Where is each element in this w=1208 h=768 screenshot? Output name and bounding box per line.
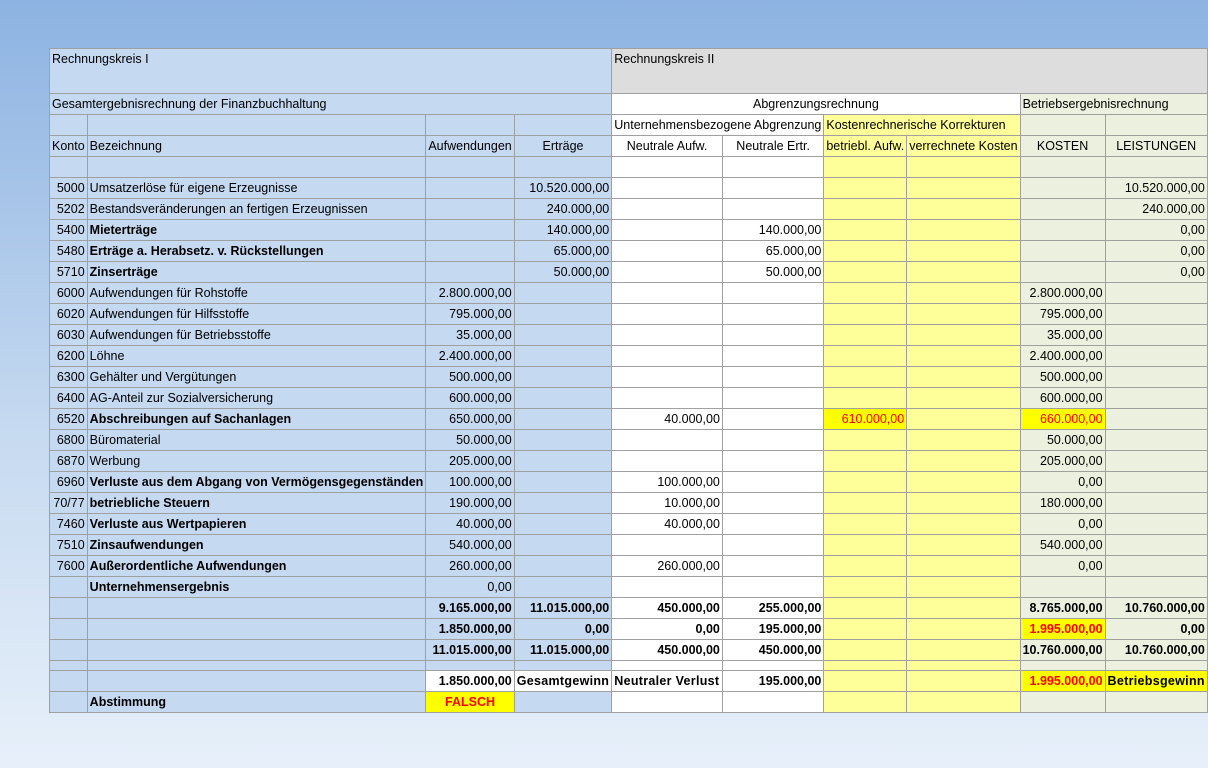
table-row xyxy=(50,367,1208,388)
neutrale-ertr-cell[interactable] xyxy=(722,472,823,493)
header-row-kreis xyxy=(50,49,1208,94)
konto-cell[interactable]: 6800 xyxy=(50,430,88,451)
kosten-cell[interactable]: 180.000,00 xyxy=(1020,493,1105,514)
neutrale-aufw-cell[interactable] xyxy=(612,346,723,367)
neutrale-aufw-cell[interactable] xyxy=(612,262,723,283)
verrechnete-kosten-cell[interactable] xyxy=(907,409,1020,430)
verrechnete-kosten-cell[interactable] xyxy=(907,199,1020,220)
kosten-cell[interactable]: 205.000,00 xyxy=(1020,451,1105,472)
col-header-neutrale-aufw[interactable]: Neutrale Aufw. xyxy=(612,136,723,157)
col-header-ertraege[interactable]: Erträge xyxy=(514,136,612,157)
betriebl-aufw-cell[interactable] xyxy=(824,346,907,367)
spacer-row xyxy=(50,157,1208,178)
total-aufwendungen-cell[interactable]: 9.165.000,00 xyxy=(426,598,514,619)
total-neutrale-ertr-cell[interactable]: 450.000,00 xyxy=(722,640,823,661)
col-header-betriebl-aufw[interactable]: betriebl. Aufw. xyxy=(824,136,907,157)
total-leistungen-cell[interactable]: 0,00 xyxy=(1105,619,1207,640)
bezeichnung-cell[interactable]: Aufwendungen für Hilfsstoffe xyxy=(87,304,426,325)
table-row xyxy=(50,178,1208,199)
verrechnete-kosten-cell[interactable] xyxy=(907,178,1020,199)
leistungen-cell[interactable] xyxy=(1105,367,1207,388)
bezeichnung-cell[interactable]: Aufwendungen für Betriebsstoffe xyxy=(87,325,426,346)
aufwendungen-cell[interactable]: 500.000,00 xyxy=(426,367,514,388)
leistungen-cell[interactable] xyxy=(1105,346,1207,367)
bezeichnung-cell[interactable]: Mieterträge xyxy=(87,220,426,241)
totals-empty-cell[interactable] xyxy=(824,640,907,661)
betriebl-aufw-cell[interactable] xyxy=(824,220,907,241)
header-kreis-1[interactable]: Rechnungskreis I xyxy=(50,49,612,94)
header-row-sections xyxy=(50,94,1208,115)
table-row xyxy=(50,388,1208,409)
neutrale-aufw-cell[interactable]: 100.000,00 xyxy=(612,472,723,493)
ertraege-cell[interactable]: 240.000,00 xyxy=(514,199,612,220)
totals-empty-cell[interactable] xyxy=(907,619,1020,640)
ertraege-cell[interactable] xyxy=(514,283,612,304)
neutrale-ertr-cell[interactable] xyxy=(722,451,823,472)
leistungen-cell[interactable] xyxy=(1105,577,1207,598)
ertraege-cell[interactable]: 65.000,00 xyxy=(514,241,612,262)
neutrale-ertr-cell[interactable] xyxy=(722,493,823,514)
table-row xyxy=(50,325,1208,346)
kosten-cell[interactable] xyxy=(1020,241,1105,262)
kosten-cell[interactable]: 0,00 xyxy=(1020,472,1105,493)
neutraler-verlust-label[interactable]: Neutraler Verlust xyxy=(612,671,723,692)
leistungen-cell[interactable] xyxy=(1105,451,1207,472)
verrechnete-kosten-cell[interactable] xyxy=(907,346,1020,367)
ertraege-cell[interactable] xyxy=(514,514,612,535)
total-neutrale-aufw-cell[interactable]: 450.000,00 xyxy=(612,640,723,661)
ertraege-cell[interactable] xyxy=(514,304,612,325)
aufwendungen-cell[interactable]: 2.400.000,00 xyxy=(426,346,514,367)
totals-empty-cell[interactable] xyxy=(824,598,907,619)
leistungen-cell[interactable] xyxy=(1105,556,1207,577)
leistungen-cell[interactable] xyxy=(1105,430,1207,451)
ertraege-cell[interactable]: 50.000,00 xyxy=(514,262,612,283)
verrechnete-kosten-cell[interactable] xyxy=(907,325,1020,346)
leistungen-cell[interactable]: 0,00 xyxy=(1105,220,1207,241)
betriebl-aufw-cell[interactable] xyxy=(824,283,907,304)
col-header-kosten[interactable]: KOSTEN xyxy=(1020,136,1105,157)
konto-cell[interactable]: 7510 xyxy=(50,535,88,556)
kosten-cell[interactable]: 0,00 xyxy=(1020,556,1105,577)
totals-empty-cell[interactable] xyxy=(907,640,1020,661)
gesamtgewinn-label[interactable]: Gesamtgewinn xyxy=(514,671,612,692)
header-betriebsergebnisrechnung[interactable]: Betriebsergebnisrechnung xyxy=(1020,94,1207,115)
total-ertraege-cell[interactable]: 11.015.000,00 xyxy=(514,598,612,619)
kosten-cell[interactable]: 600.000,00 xyxy=(1020,388,1105,409)
konto-cell[interactable]: 6300 xyxy=(50,367,88,388)
betriebl-aufw-cell[interactable] xyxy=(824,451,907,472)
verrechnete-kosten-cell[interactable] xyxy=(907,577,1020,598)
konto-cell[interactable]: 5710 xyxy=(50,262,88,283)
ertraege-cell[interactable] xyxy=(514,535,612,556)
aufwendungen-cell[interactable] xyxy=(426,220,514,241)
ertraege-cell[interactable] xyxy=(514,325,612,346)
total-kosten-cell[interactable]: 10.760.000,00 xyxy=(1020,640,1105,661)
neutrale-aufw-cell[interactable] xyxy=(612,367,723,388)
kosten-cell[interactable] xyxy=(1020,199,1105,220)
verrechnete-kosten-cell[interactable] xyxy=(907,304,1020,325)
leistungen-cell[interactable] xyxy=(1105,409,1207,430)
betriebl-aufw-cell[interactable] xyxy=(824,325,907,346)
konto-cell[interactable]: 7460 xyxy=(50,514,88,535)
leistungen-cell[interactable]: 0,00 xyxy=(1105,262,1207,283)
betriebl-aufw-cell[interactable] xyxy=(824,493,907,514)
betriebsgewinn-value[interactable]: 1.995.000,00 xyxy=(1020,671,1105,692)
header-kostenrechnerische-korrekturen[interactable]: Kostenrechnerische Korrekturen xyxy=(824,115,1020,136)
bezeichnung-cell[interactable]: AG-Anteil zur Sozialversicherung xyxy=(87,388,426,409)
verrechnete-kosten-cell[interactable] xyxy=(907,493,1020,514)
neutrale-ertr-cell[interactable] xyxy=(722,409,823,430)
table-row xyxy=(50,577,1208,598)
verrechnete-kosten-cell[interactable] xyxy=(907,283,1020,304)
aufwendungen-cell[interactable]: 100.000,00 xyxy=(426,472,514,493)
betriebl-aufw-cell[interactable] xyxy=(824,262,907,283)
aufwendungen-cell[interactable]: 540.000,00 xyxy=(426,535,514,556)
table-row xyxy=(50,451,1208,472)
total-neutrale-ertr-cell[interactable]: 255.000,00 xyxy=(722,598,823,619)
total-leistungen-cell[interactable]: 10.760.000,00 xyxy=(1105,598,1207,619)
table-row xyxy=(50,220,1208,241)
konto-cell[interactable]: 6870 xyxy=(50,451,88,472)
table-row xyxy=(50,409,1208,430)
neutrale-ertr-cell[interactable] xyxy=(722,577,823,598)
bezeichnung-cell[interactable]: Zinserträge xyxy=(87,262,426,283)
kosten-cell[interactable] xyxy=(1020,577,1105,598)
ertraege-cell[interactable] xyxy=(514,451,612,472)
betriebl-aufw-cell[interactable] xyxy=(824,178,907,199)
verrechnete-kosten-cell[interactable] xyxy=(907,388,1020,409)
neutrale-ertr-cell[interactable] xyxy=(722,514,823,535)
col-header-bezeichnung[interactable]: Bezeichnung xyxy=(87,136,426,157)
verrechnete-kosten-cell[interactable] xyxy=(907,241,1020,262)
kosten-cell[interactable]: 795.000,00 xyxy=(1020,304,1105,325)
neutrale-aufw-cell[interactable] xyxy=(612,199,723,220)
betriebl-aufw-cell[interactable] xyxy=(824,304,907,325)
aufwendungen-cell[interactable]: 260.000,00 xyxy=(426,556,514,577)
bezeichnung-cell[interactable]: Zinsaufwendungen xyxy=(87,535,426,556)
abstimmung-row xyxy=(50,692,1208,713)
table-row xyxy=(50,346,1208,367)
aufwendungen-cell[interactable] xyxy=(426,178,514,199)
kosten-cell[interactable]: 2.400.000,00 xyxy=(1020,346,1105,367)
konto-cell[interactable]: 6030 xyxy=(50,325,88,346)
neutrale-ertr-cell[interactable] xyxy=(722,283,823,304)
bezeichnung-cell[interactable]: Werbung xyxy=(87,451,426,472)
header-gesamtergebnisrechnung[interactable]: Gesamtergebnisrechnung der Finanzbuchhaltung xyxy=(50,94,612,115)
betriebl-aufw-cell[interactable]: 610.000,00 xyxy=(824,409,907,430)
neutrale-aufw-cell[interactable] xyxy=(612,304,723,325)
neutrale-aufw-cell[interactable] xyxy=(612,577,723,598)
aufwendungen-cell[interactable]: 50.000,00 xyxy=(426,430,514,451)
kosten-cell[interactable]: 660.000,00 xyxy=(1020,409,1105,430)
bezeichnung-cell[interactable]: Verluste aus dem Abgang von Vermögensgegenständen xyxy=(87,472,426,493)
table-row xyxy=(50,262,1208,283)
verrechnete-kosten-cell[interactable] xyxy=(907,367,1020,388)
aufwendungen-cell[interactable]: 0,00 xyxy=(426,577,514,598)
total-leistungen-cell[interactable]: 10.760.000,00 xyxy=(1105,640,1207,661)
bezeichnung-cell[interactable]: Aufwendungen für Rohstoffe xyxy=(87,283,426,304)
table-row xyxy=(50,304,1208,325)
konto-cell[interactable] xyxy=(50,577,88,598)
ertraege-cell[interactable] xyxy=(514,346,612,367)
neutrale-aufw-cell[interactable] xyxy=(612,220,723,241)
betriebl-aufw-cell[interactable] xyxy=(824,472,907,493)
verrechnete-kosten-cell[interactable] xyxy=(907,220,1020,241)
col-header-verrechnete-kosten[interactable]: verrechnete Kosten xyxy=(907,136,1020,157)
leistungen-cell[interactable]: 0,00 xyxy=(1105,241,1207,262)
leistungen-cell[interactable] xyxy=(1105,325,1207,346)
verrechnete-kosten-cell[interactable] xyxy=(907,451,1020,472)
neutrale-aufw-cell[interactable] xyxy=(612,178,723,199)
aufwendungen-cell[interactable]: 795.000,00 xyxy=(426,304,514,325)
kosten-cell[interactable]: 500.000,00 xyxy=(1020,367,1105,388)
neutrale-aufw-cell[interactable]: 10.000,00 xyxy=(612,493,723,514)
table-row xyxy=(50,472,1208,493)
neutrale-ertr-cell[interactable] xyxy=(722,556,823,577)
konto-cell[interactable]: 5000 xyxy=(50,178,88,199)
neutrale-ertr-cell[interactable]: 140.000,00 xyxy=(722,220,823,241)
neutrale-ertr-cell[interactable] xyxy=(722,430,823,451)
bezeichnung-cell[interactable]: Gehälter und Vergütungen xyxy=(87,367,426,388)
verrechnete-kosten-cell[interactable] xyxy=(907,430,1020,451)
ertraege-cell[interactable]: 10.520.000,00 xyxy=(514,178,612,199)
totals-row xyxy=(50,619,1208,640)
aufwendungen-cell[interactable] xyxy=(426,199,514,220)
neutrale-aufw-cell[interactable] xyxy=(612,451,723,472)
ertraege-cell[interactable] xyxy=(514,409,612,430)
totals-empty-cell[interactable] xyxy=(907,598,1020,619)
ertraege-cell[interactable] xyxy=(514,493,612,514)
header-unternehmensbezogene-abgrenzung[interactable]: Unternehmensbezogene Abgrenzung xyxy=(612,115,824,136)
col-header-konto[interactable]: Konto xyxy=(50,136,88,157)
neutrale-aufw-cell[interactable]: 40.000,00 xyxy=(612,514,723,535)
bezeichnung-cell[interactable]: betriebliche Steuern xyxy=(87,493,426,514)
spacer-row xyxy=(50,661,1208,671)
total-neutrale-aufw-cell[interactable]: 450.000,00 xyxy=(612,598,723,619)
table-row xyxy=(50,514,1208,535)
betriebl-aufw-cell[interactable] xyxy=(824,367,907,388)
neutrale-ertr-cell[interactable] xyxy=(722,325,823,346)
aufwendungen-cell[interactable]: 40.000,00 xyxy=(426,514,514,535)
leistungen-cell[interactable]: 240.000,00 xyxy=(1105,199,1207,220)
neutrale-ertr-cell[interactable] xyxy=(722,367,823,388)
ertraege-cell[interactable] xyxy=(514,472,612,493)
bezeichnung-cell[interactable]: Verluste aus Wertpapieren xyxy=(87,514,426,535)
header-row-subsections xyxy=(50,115,1208,136)
abstimmung-label[interactable]: Abstimmung xyxy=(87,692,426,713)
ertraege-cell[interactable]: 140.000,00 xyxy=(514,220,612,241)
table-row xyxy=(50,283,1208,304)
konto-cell[interactable]: 6000 xyxy=(50,283,88,304)
ertraege-cell[interactable] xyxy=(514,556,612,577)
header-abgrenzungsrechnung[interactable]: Abgrenzungsrechnung xyxy=(612,94,1020,115)
summary-row xyxy=(50,671,1208,692)
total-aufwendungen-cell[interactable]: 11.015.000,00 xyxy=(426,640,514,661)
betriebl-aufw-cell[interactable] xyxy=(824,577,907,598)
total-kosten-cell[interactable]: 1.995.000,00 xyxy=(1020,619,1105,640)
neutrale-ertr-cell[interactable]: 65.000,00 xyxy=(722,241,823,262)
bezeichnung-cell[interactable]: Büromaterial xyxy=(87,430,426,451)
neutrale-ertr-cell[interactable] xyxy=(722,304,823,325)
total-neutrale-ertr-cell[interactable]: 195.000,00 xyxy=(722,619,823,640)
bezeichnung-cell[interactable]: Bestandsveränderungen an fertigen Erzeugnissen xyxy=(87,199,426,220)
totals-empty-cell[interactable] xyxy=(50,640,88,661)
bezeichnung-cell[interactable]: Löhne xyxy=(87,346,426,367)
betriebl-aufw-cell[interactable] xyxy=(824,556,907,577)
totals-empty-cell[interactable] xyxy=(824,619,907,640)
total-neutrale-aufw-cell[interactable]: 0,00 xyxy=(612,619,723,640)
konto-cell[interactable]: 7600 xyxy=(50,556,88,577)
verrechnete-kosten-cell[interactable] xyxy=(907,535,1020,556)
neutrale-ertr-cell[interactable] xyxy=(722,178,823,199)
table-row xyxy=(50,241,1208,262)
konto-cell[interactable]: 70/77 xyxy=(50,493,88,514)
aufwendungen-cell[interactable] xyxy=(426,262,514,283)
konto-cell[interactable]: 5400 xyxy=(50,220,88,241)
kosten-cell[interactable] xyxy=(1020,178,1105,199)
neutrale-ertr-cell[interactable] xyxy=(722,346,823,367)
total-kosten-cell[interactable]: 8.765.000,00 xyxy=(1020,598,1105,619)
leistungen-cell[interactable] xyxy=(1105,493,1207,514)
neutraler-verlust-value[interactable]: 195.000,00 xyxy=(722,671,823,692)
aufwendungen-cell[interactable]: 2.800.000,00 xyxy=(426,283,514,304)
total-aufwendungen-cell[interactable]: 1.850.000,00 xyxy=(426,619,514,640)
verrechnete-kosten-cell[interactable] xyxy=(907,556,1020,577)
gesamtgewinn-value[interactable]: 1.850.000,00 xyxy=(426,671,514,692)
neutrale-aufw-cell[interactable] xyxy=(612,241,723,262)
konto-cell[interactable]: 6400 xyxy=(50,388,88,409)
neutrale-aufw-cell[interactable] xyxy=(612,325,723,346)
ertraege-cell[interactable] xyxy=(514,367,612,388)
neutrale-ertr-cell[interactable]: 50.000,00 xyxy=(722,262,823,283)
betriebl-aufw-cell[interactable] xyxy=(824,535,907,556)
konto-cell[interactable]: 6200 xyxy=(50,346,88,367)
ertraege-cell[interactable] xyxy=(514,388,612,409)
leistungen-cell[interactable] xyxy=(1105,388,1207,409)
bezeichnung-cell[interactable]: Abschreibungen auf Sachanlagen xyxy=(87,409,426,430)
table-row xyxy=(50,430,1208,451)
totals-empty-cell[interactable] xyxy=(50,619,88,640)
leistungen-cell[interactable] xyxy=(1105,283,1207,304)
betriebsgewinn-label[interactable]: Betriebsgewinn xyxy=(1105,671,1207,692)
neutrale-aufw-cell[interactable] xyxy=(612,388,723,409)
totals-empty-cell[interactable] xyxy=(50,598,88,619)
col-header-neutrale-ertr[interactable]: Neutrale Ertr. xyxy=(722,136,823,157)
aufwendungen-cell[interactable]: 600.000,00 xyxy=(426,388,514,409)
konto-cell[interactable]: 6520 xyxy=(50,409,88,430)
verrechnete-kosten-cell[interactable] xyxy=(907,262,1020,283)
leistungen-cell[interactable] xyxy=(1105,304,1207,325)
kosten-cell[interactable]: 50.000,00 xyxy=(1020,430,1105,451)
konto-cell[interactable]: 5480 xyxy=(50,241,88,262)
kosten-cell[interactable]: 2.800.000,00 xyxy=(1020,283,1105,304)
neutrale-aufw-cell[interactable] xyxy=(612,283,723,304)
neutrale-aufw-cell[interactable] xyxy=(612,430,723,451)
kosten-cell[interactable]: 35.000,00 xyxy=(1020,325,1105,346)
neutrale-aufw-cell[interactable]: 260.000,00 xyxy=(612,556,723,577)
aufwendungen-cell[interactable]: 205.000,00 xyxy=(426,451,514,472)
totals-empty-cell[interactable] xyxy=(87,598,426,619)
kosten-cell[interactable]: 540.000,00 xyxy=(1020,535,1105,556)
konto-cell[interactable]: 6020 xyxy=(50,304,88,325)
verrechnete-kosten-cell[interactable] xyxy=(907,514,1020,535)
betriebl-aufw-cell[interactable] xyxy=(824,241,907,262)
neutrale-ertr-cell[interactable] xyxy=(722,388,823,409)
bezeichnung-cell[interactable]: Außerordentliche Aufwendungen xyxy=(87,556,426,577)
leistungen-cell[interactable] xyxy=(1105,535,1207,556)
leistungen-cell[interactable] xyxy=(1105,514,1207,535)
neutrale-ertr-cell[interactable] xyxy=(722,535,823,556)
spreadsheet-table xyxy=(49,48,1208,713)
neutrale-aufw-cell[interactable]: 40.000,00 xyxy=(612,409,723,430)
totals-empty-cell[interactable] xyxy=(87,619,426,640)
betriebl-aufw-cell[interactable] xyxy=(824,199,907,220)
totals-row xyxy=(50,598,1208,619)
col-header-leistungen[interactable]: LEISTUNGEN xyxy=(1105,136,1207,157)
table-row xyxy=(50,199,1208,220)
abstimmung-result[interactable]: FALSCH xyxy=(426,692,514,713)
table-row xyxy=(50,556,1208,577)
kosten-cell[interactable] xyxy=(1020,220,1105,241)
total-ertraege-cell[interactable]: 0,00 xyxy=(514,619,612,640)
total-ertraege-cell[interactable]: 11.015.000,00 xyxy=(514,640,612,661)
konto-cell[interactable]: 6960 xyxy=(50,472,88,493)
bezeichnung-cell[interactable]: Erträge a. Herabsetz. v. Rückstellungen xyxy=(87,241,426,262)
ertraege-cell[interactable] xyxy=(514,577,612,598)
col-header-aufwendungen[interactable]: Aufwendungen xyxy=(426,136,514,157)
aufwendungen-cell[interactable]: 35.000,00 xyxy=(426,325,514,346)
aufwendungen-cell[interactable]: 650.000,00 xyxy=(426,409,514,430)
betriebl-aufw-cell[interactable] xyxy=(824,514,907,535)
table-row xyxy=(50,493,1208,514)
neutrale-ertr-cell[interactable] xyxy=(722,199,823,220)
betriebl-aufw-cell[interactable] xyxy=(824,430,907,451)
leistungen-cell[interactable] xyxy=(1105,472,1207,493)
betriebl-aufw-cell[interactable] xyxy=(824,388,907,409)
header-kreis-2[interactable]: Rechnungskreis II xyxy=(612,49,1208,94)
header-row-columns xyxy=(50,136,1208,157)
kosten-cell[interactable]: 0,00 xyxy=(1020,514,1105,535)
konto-cell[interactable]: 5202 xyxy=(50,199,88,220)
aufwendungen-cell[interactable]: 190.000,00 xyxy=(426,493,514,514)
bezeichnung-cell[interactable]: Umsatzerlöse für eigene Erzeugnisse xyxy=(87,178,426,199)
table-row xyxy=(50,535,1208,556)
aufwendungen-cell[interactable] xyxy=(426,241,514,262)
neutrale-aufw-cell[interactable] xyxy=(612,535,723,556)
totals-empty-cell[interactable] xyxy=(87,640,426,661)
leistungen-cell[interactable]: 10.520.000,00 xyxy=(1105,178,1207,199)
ertraege-cell[interactable] xyxy=(514,430,612,451)
kosten-cell[interactable] xyxy=(1020,262,1105,283)
verrechnete-kosten-cell[interactable] xyxy=(907,472,1020,493)
bezeichnung-cell[interactable]: Unternehmensergebnis xyxy=(87,577,426,598)
totals-row xyxy=(50,640,1208,661)
